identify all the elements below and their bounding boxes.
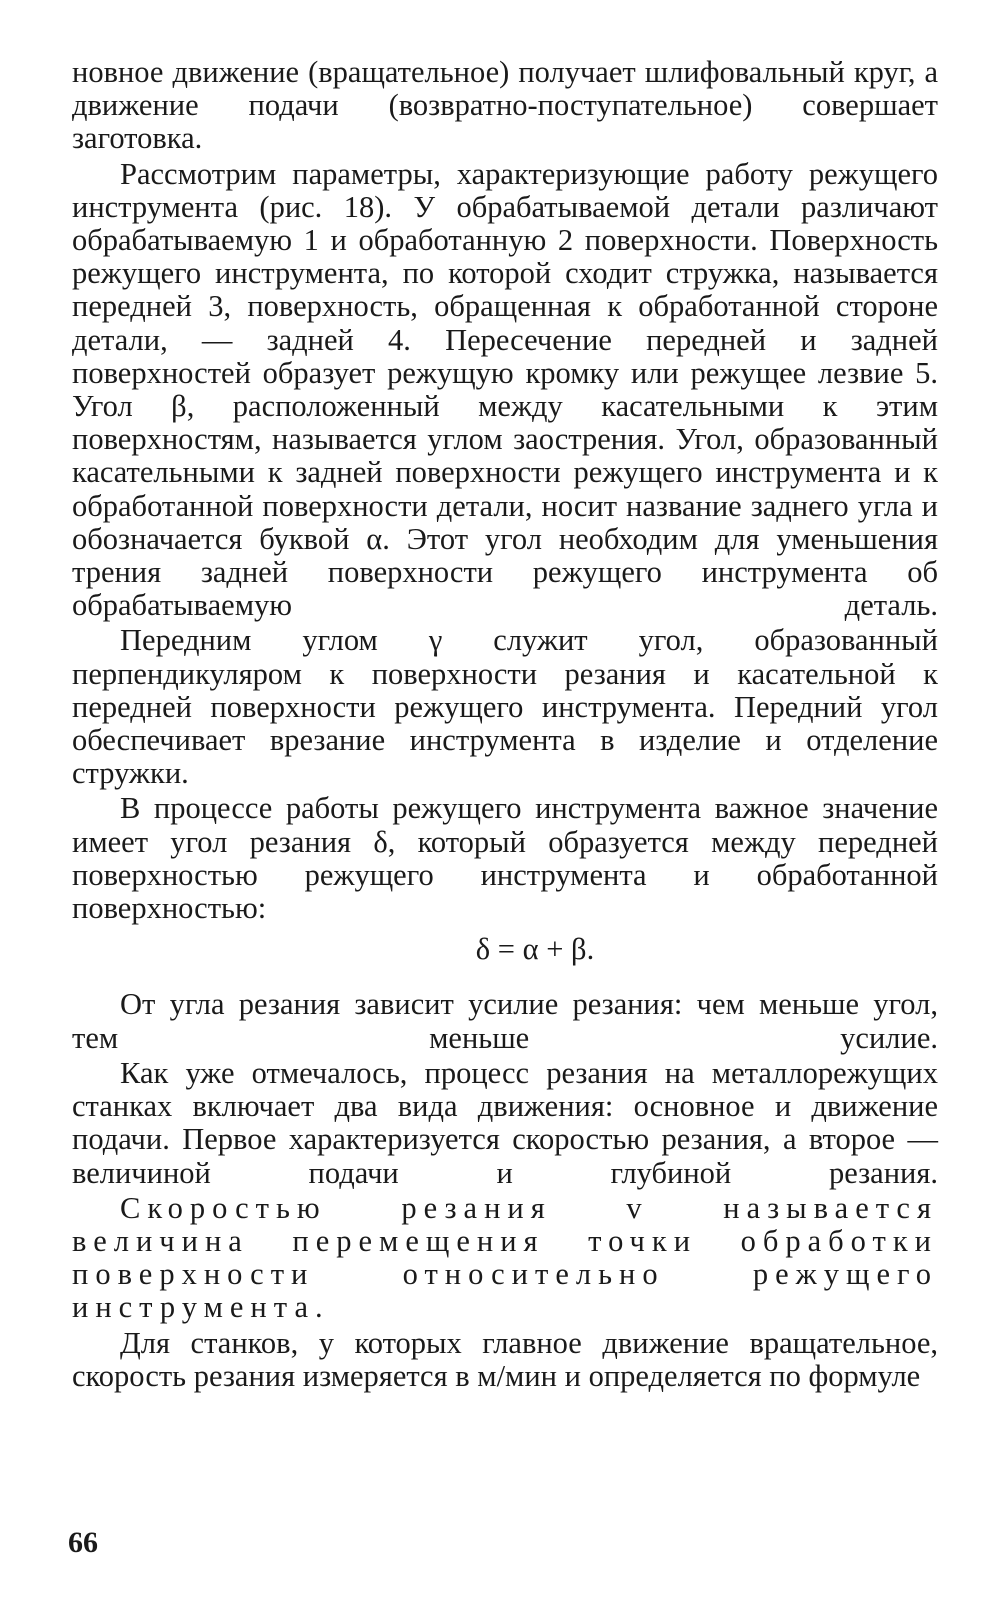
page-number: 66 bbox=[68, 1526, 98, 1559]
formula-cutting-angle: δ = α + β. bbox=[475, 932, 595, 967]
paragraph-rake-angle: Передним углом γ служит угол, образованный перпендикуляром к поверхности резания и касательной к передней поверхности режущего инструмента. Передний угол обеспечивает врезание инструмента в изделие и отделение стружки. bbox=[72, 623, 938, 791]
paragraph-cutting-force: От угла резания зависит усилие резания: чем меньше угол, тем меньше усилие. bbox=[72, 987, 938, 1055]
paragraph-cutting-speed-definition: Скоростью резания v называется величина перемещения точки обработки поверхности относительно режущего инструмента. bbox=[72, 1190, 938, 1325]
page-text-column bbox=[72, 56, 938, 1395]
paragraph-tool-parameters: Рассмотрим параметры, характеризующие работу режущего инструмента (рис. 18). У обрабатываемой детали различают обрабатываемую 1 и обработанную 2 поверхности. Поверхность режущего инструмента, по которой сходит стружка, называется передней 3, поверхность, обращенная к обработанной стороне детали, — задней 4. Пересечение передней и задней поверхностей образует режущую кромку или режущее лезвие 5. Угол β, расположенный между касательными к этим поверхностям, называется углом заострения. Угол, образованный касательными к задней поверхности режущего инструмента и к обработанной поверхности детали, носит название заднего угла и обозначается буквой α. Этот угол необходим для уменьшения трения задней поверхности режущего инструмента об обрабатываемую деталь. bbox=[72, 156, 938, 623]
paragraph-speed-formula-intro: Для станков, у которых главное движение вращательное, скорость резания измеряется в м/мин и определяется по формуле bbox=[72, 1325, 938, 1393]
paragraph-cutting-angle: В процессе работы режущего инструмента важное значение имеет угол резания δ, который образуется между передней поверхностью режущего инструмента и обработанной поверхностью: bbox=[72, 791, 938, 926]
paragraph-continuation: новное движение (вращательное) получает шлифовальный круг, а движение подачи (возвратно-поступательное) совершает заготовка. bbox=[72, 55, 938, 156]
paragraph-motion-types: Как уже отмечалось, процесс резания на металлорежущих станках включает два вида движения: основное и движение подачи. Первое характеризуется скоростью резания, а второе — величиной подачи и глубиной резания. bbox=[72, 1055, 938, 1190]
